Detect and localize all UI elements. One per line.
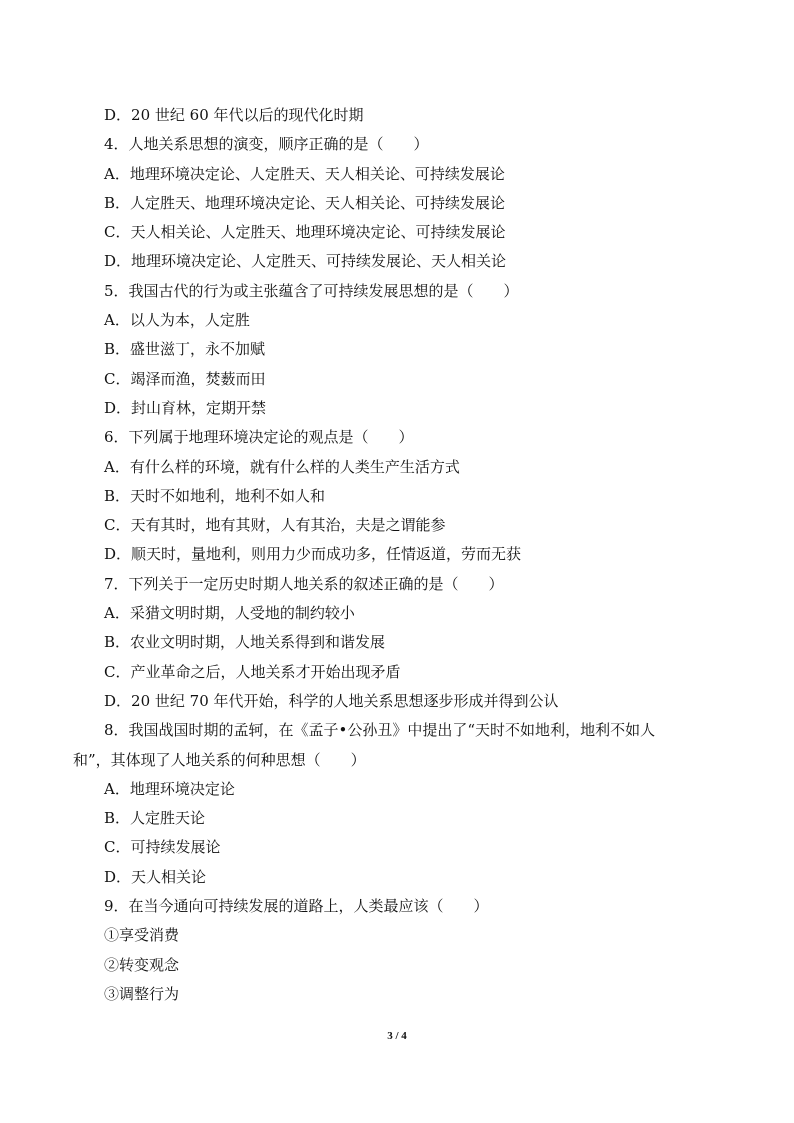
text-line: ③调整行为	[104, 984, 180, 1003]
question-text	[0, 101, 794, 1009]
text-line: 5．我国古代的行为或主张蕴含了可持续发展思想的是（ ）	[104, 281, 519, 300]
text-line: C．可持续发展论	[104, 838, 221, 857]
text-line: 和”，其体现了人地关系的何种思想（ ）	[73, 750, 366, 769]
text-line: A．有什么样的环境，就有什么样的人类生产生活方式	[104, 457, 460, 476]
text-line: C．产业革命之后，人地关系才开始出现矛盾	[104, 662, 401, 681]
text-line: B．农业文明时期，人地关系得到和谐发展	[104, 633, 386, 652]
text-line: D．20 世纪 70 年代开始，科学的人地关系思想逐步形成并得到公认	[104, 691, 559, 710]
text-line: B．天时不如地利，地利不如人和	[104, 486, 326, 505]
text-line: D．20 世纪 60 年代以后的现代化时期	[104, 106, 364, 124]
text-line: A．地理环境决定论、人定胜天、天人相关论、可持续发展论	[104, 164, 505, 183]
text-line: C．天人相关论、人定胜天、地理环境决定论、可持续发展论	[104, 223, 506, 242]
page-number: 3 / 4	[387, 1030, 407, 1042]
text-line: 7．下列关于一定历史时期人地关系的叙述正确的是（ ）	[104, 574, 504, 593]
text-line: ①享受消费	[104, 926, 180, 945]
text-line: ②转变观念	[104, 955, 180, 974]
text-line: D．地理环境决定论、人定胜天、可持续发展论、天人相关论	[104, 252, 507, 271]
text-line: 8．我国战国时期的孟轲，在《孟子•公孙丑》中提出了“天时不如地利，地利不如人	[104, 721, 656, 740]
text-line: 4．人地关系思想的演变，顺序正确的是（ ）	[104, 135, 429, 154]
text-line: C．竭泽而渔，焚薮而田	[104, 369, 266, 388]
text-line: A．采猎文明时期，人受地的制约较小	[104, 604, 355, 623]
text-line: A．以人为本，人定胜	[104, 311, 250, 330]
text-line: D．天人相关论	[104, 867, 207, 886]
text-line: A．地理环境决定论	[104, 779, 235, 798]
text-line: B．人定胜天、地理环境决定论、天人相关论、可持续发展论	[104, 193, 506, 212]
text-line: C．天有其时，地有其财，人有其治，夫是之谓能参	[104, 516, 446, 535]
text-line: 6．下列属于地理环境决定论的观点是（ ）	[104, 428, 414, 447]
text-line: B．盛世滋丁，永不加赋	[104, 340, 266, 359]
text-line: B．人定胜天论	[104, 809, 206, 828]
text-line: 9．在当今通向可持续发展的道路上，人类最应该（ ）	[104, 897, 489, 916]
text-line: D．封山育林，定期开禁	[104, 398, 267, 417]
text-line: D．顺天时，量地利，则用力少而成功多，任情返道，劳而无获	[104, 545, 522, 564]
